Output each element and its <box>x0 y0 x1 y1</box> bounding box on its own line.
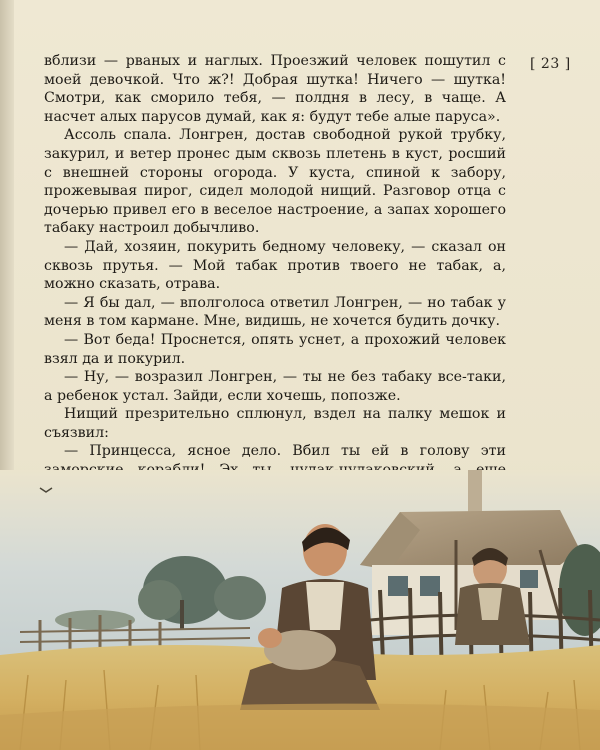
paragraph: Ассоль спала. Лонгрен, достав свободной рукой трубку, закурил, и ветер пронес дым сквозь плетень в куст, росший с внешней стороны огорода. У куста, спиной к забору, прожевывая пирог, сидел молодой нищий. Разговор отца с дочерью привел его в веселое настроение, а запах хорошего табаку настроил добычливо. <box>44 127 506 237</box>
illustration-painting <box>0 470 600 750</box>
paragraph: вблизи — рваных и наглых. Проезжий человек пошутил с моей девочкой. Что ж?! Добрая шутка! Ничего — шутка! Смотри, как сморило тебя, — полдня в лесу, в чаще. А насчет алых парусов думай, как я: будут тебе алые паруса». <box>44 53 506 125</box>
paragraph: — Вот беда! Проснется, опять уснет, а прохожий человек взял да и покурил. <box>44 331 506 367</box>
illustration <box>0 470 600 750</box>
page-number: [ 23 ] <box>530 56 571 72</box>
paragraph: — Дай, хозяин, покурить бедному человеку, — сказал он сквозь прутья. — Мой табак против твоего не табак, а, можно сказать, отрава. <box>44 238 506 293</box>
paragraph: Нищий презрительно сплюнул, вздел на палку мешок и съязвил: <box>44 406 506 441</box>
page-number-value: 23 <box>540 56 560 72</box>
paragraph: — Ну, — возразил Лонгрен, — ты не без табаку все-таки, а ребенок устал. Зайди, если хочешь, попозже. <box>44 369 506 404</box>
paragraph: — Я бы дал, — вполголоса ответил Лонгрен, — но табак у меня в том кармане. Мне, видишь, не хочется будить дочку. <box>44 294 506 330</box>
foreground-grass <box>0 704 600 750</box>
paragraph: — Принцесса, ясное дело. Вбил ты ей в голову эти <box>64 443 506 460</box>
